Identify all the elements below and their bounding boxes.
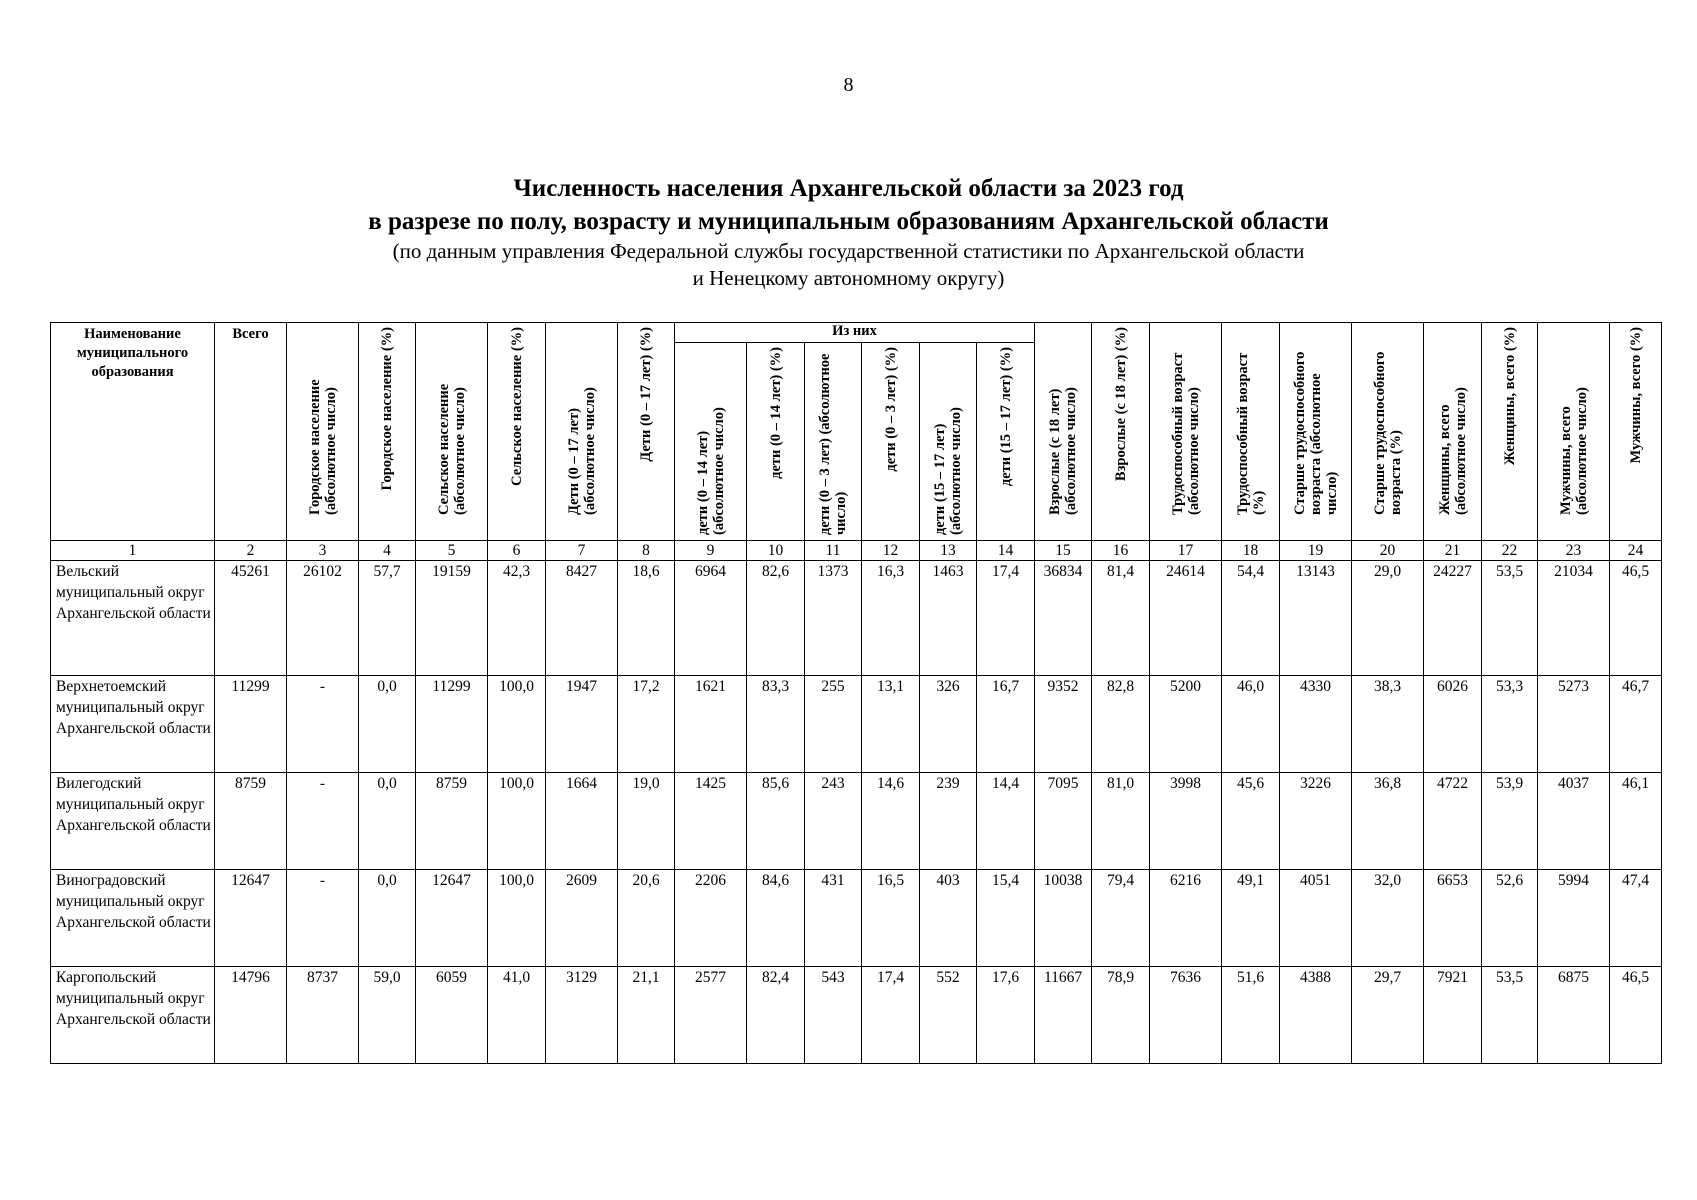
cell-col-12: 13,1 (862, 676, 920, 773)
cell-col-16: 79,4 (1092, 870, 1150, 967)
cell-col-18: 46,0 (1222, 676, 1280, 773)
cell-col-21: 7921 (1424, 967, 1482, 1064)
cell-col-17: 24614 (1150, 561, 1222, 676)
cell-col-2: 14796 (215, 967, 287, 1064)
cell-col-23: 6875 (1538, 967, 1610, 1064)
cell-col-7: 3129 (546, 967, 618, 1064)
cell-col-10: 82,6 (747, 561, 805, 676)
cell-col-13: 552 (920, 967, 977, 1064)
column-number: 8 (618, 541, 675, 561)
column-number: 22 (1482, 541, 1538, 561)
cell-col-5: 8759 (416, 773, 488, 870)
cell-col-23: 5273 (1538, 676, 1610, 773)
column-number: 13 (920, 541, 977, 561)
municipality-name: Вилегодский муниципальный округ Архангельской области (51, 773, 215, 870)
header-col-4 (359, 323, 416, 541)
header-col-20 (1352, 323, 1424, 541)
header-col-12 (862, 343, 920, 541)
cell-col-7: 1664 (546, 773, 618, 870)
column-number: 23 (1538, 541, 1610, 561)
cell-col-18: 45,6 (1222, 773, 1280, 870)
cell-col-13: 326 (920, 676, 977, 773)
header-col-label: Дети (0 – 17 лет) (абсолютное число) (565, 387, 598, 515)
cell-col-14: 17,6 (977, 967, 1035, 1064)
header-col-21 (1424, 323, 1482, 541)
page-number: 8 (843, 74, 854, 96)
cell-col-19: 4388 (1280, 967, 1352, 1064)
table-row (51, 773, 1662, 870)
header-col-label: Дети (0 – 17 лет) (%) (638, 327, 654, 462)
cell-col-14: 17,4 (977, 561, 1035, 676)
header-col-3 (287, 323, 359, 541)
cell-col-19: 4330 (1280, 676, 1352, 773)
cell-col-6: 100,0 (488, 870, 546, 967)
cell-col-15: 9352 (1035, 676, 1092, 773)
header-col-label: Женщины, всего (абсолютное число) (1436, 387, 1469, 515)
header-col-23 (1538, 323, 1610, 541)
table-row (51, 676, 1662, 773)
cell-col-8: 18,6 (618, 561, 675, 676)
cell-col-4: 59,0 (359, 967, 416, 1064)
header-total: Всего (215, 323, 287, 541)
cell-col-17: 3998 (1150, 773, 1222, 870)
cell-col-15: 11667 (1035, 967, 1092, 1064)
population-table (50, 322, 1662, 1064)
cell-col-15: 10038 (1035, 870, 1092, 967)
header-col-label: дети (0 – 3 лет) (абсолютное число) (817, 353, 849, 535)
cell-col-20: 36,8 (1352, 773, 1424, 870)
column-number: 11 (805, 541, 862, 561)
cell-col-3: 8737 (287, 967, 359, 1064)
header-col-11 (805, 343, 862, 541)
cell-col-13: 1463 (920, 561, 977, 676)
column-number: 1 (51, 541, 215, 561)
column-number: 2 (215, 541, 287, 561)
municipality-name: Каргопольский муниципальный округ Архангельской области (51, 967, 215, 1064)
header-col-14 (977, 343, 1035, 541)
cell-col-4: 0,0 (359, 870, 416, 967)
cell-col-10: 82,4 (747, 967, 805, 1064)
header-col-label: Трудоспособный возраст (абсолютное число) (1169, 352, 1202, 515)
cell-col-2: 12647 (215, 870, 287, 967)
cell-col-10: 84,6 (747, 870, 805, 967)
cell-col-12: 16,5 (862, 870, 920, 967)
cell-col-20: 38,3 (1352, 676, 1424, 773)
cell-col-18: 49,1 (1222, 870, 1280, 967)
header-col-15 (1035, 323, 1092, 541)
header-col-label: дети (15 – 17 лет) (абсолютное число) (932, 407, 964, 535)
column-number: 16 (1092, 541, 1150, 561)
cell-col-9: 2577 (675, 967, 747, 1064)
cell-col-9: 6964 (675, 561, 747, 676)
cell-col-12: 17,4 (862, 967, 920, 1064)
cell-col-3: - (287, 676, 359, 773)
cell-col-4: 57,7 (359, 561, 416, 676)
column-number: 10 (747, 541, 805, 561)
cell-col-14: 16,7 (977, 676, 1035, 773)
municipality-name: Виноградовский муниципальный округ Архангельской области (51, 870, 215, 967)
cell-col-22: 53,9 (1482, 773, 1538, 870)
cell-col-22: 53,5 (1482, 967, 1538, 1064)
cell-col-7: 1947 (546, 676, 618, 773)
header-row (51, 323, 1662, 343)
header-col-24 (1610, 323, 1662, 541)
table-row (51, 561, 1662, 676)
column-number: 17 (1150, 541, 1222, 561)
cell-col-19: 13143 (1280, 561, 1352, 676)
cell-col-19: 4051 (1280, 870, 1352, 967)
header-col-label: Старше трудоспособного возраста (%) (1371, 351, 1404, 515)
header-col-16 (1092, 323, 1150, 541)
cell-col-2: 11299 (215, 676, 287, 773)
header-col-13 (920, 343, 977, 541)
cell-col-16: 81,4 (1092, 561, 1150, 676)
cell-col-24: 46,5 (1610, 967, 1662, 1064)
column-number: 18 (1222, 541, 1280, 561)
cell-col-12: 16,3 (862, 561, 920, 676)
cell-col-3: 26102 (287, 561, 359, 676)
cell-col-13: 403 (920, 870, 977, 967)
header-col-label: Мужчины, всего (абсолютное число) (1557, 387, 1590, 515)
cell-col-16: 82,8 (1092, 676, 1150, 773)
column-number: 7 (546, 541, 618, 561)
cell-col-12: 14,6 (862, 773, 920, 870)
cell-col-9: 1425 (675, 773, 747, 870)
cell-col-8: 20,6 (618, 870, 675, 967)
cell-col-14: 15,4 (977, 870, 1035, 967)
cell-col-20: 29,7 (1352, 967, 1424, 1064)
header-col-17 (1150, 323, 1222, 541)
cell-col-5: 12647 (416, 870, 488, 967)
header-col-10 (747, 343, 805, 541)
cell-col-22: 53,5 (1482, 561, 1538, 676)
cell-col-10: 83,3 (747, 676, 805, 773)
cell-col-23: 5994 (1538, 870, 1610, 967)
header-col-label: Старше трудоспособного возраста (абсолютное число) (1291, 351, 1340, 515)
header-col-label: Сельское население (абсолютное число) (435, 383, 468, 515)
cell-col-17: 7636 (1150, 967, 1222, 1064)
column-number: 5 (416, 541, 488, 561)
column-number-row (51, 541, 1662, 561)
cell-col-20: 29,0 (1352, 561, 1424, 676)
cell-col-4: 0,0 (359, 676, 416, 773)
header-col-7 (546, 323, 618, 541)
cell-col-6: 100,0 (488, 676, 546, 773)
column-number: 4 (359, 541, 416, 561)
cell-col-24: 46,1 (1610, 773, 1662, 870)
cell-col-22: 53,3 (1482, 676, 1538, 773)
column-number: 12 (862, 541, 920, 561)
cell-col-15: 36834 (1035, 561, 1092, 676)
cell-col-24: 47,4 (1610, 870, 1662, 967)
cell-col-17: 6216 (1150, 870, 1222, 967)
cell-col-9: 1621 (675, 676, 747, 773)
cell-col-5: 6059 (416, 967, 488, 1064)
column-number: 9 (675, 541, 747, 561)
cell-col-4: 0,0 (359, 773, 416, 870)
header-col-label: Взрослые (с 18 лет) (%) (1112, 327, 1129, 482)
header-col-label: дети (15 – 17 лет) (%) (997, 347, 1014, 487)
municipality-name: Верхнетоемский муниципальный округ Архангельской области (51, 676, 215, 773)
column-number: 24 (1610, 541, 1662, 561)
header-col-22 (1482, 323, 1538, 541)
header-col-label: Взрослые (с 18 лет) (абсолютное число) (1047, 387, 1080, 515)
cell-col-6: 100,0 (488, 773, 546, 870)
cell-col-6: 42,3 (488, 561, 546, 676)
cell-col-16: 78,9 (1092, 967, 1150, 1064)
cell-col-8: 21,1 (618, 967, 675, 1064)
cell-col-5: 11299 (416, 676, 488, 773)
cell-col-6: 41,0 (488, 967, 546, 1064)
cell-col-21: 24227 (1424, 561, 1482, 676)
header-col-19 (1280, 323, 1352, 541)
table-row (51, 870, 1662, 967)
cell-col-17: 5200 (1150, 676, 1222, 773)
header-col-18 (1222, 323, 1280, 541)
header-col-label: дети (0 – 14 лет) (абсолютное число) (694, 407, 727, 535)
cell-col-21: 6026 (1424, 676, 1482, 773)
table-row (51, 967, 1662, 1064)
header-col-8 (618, 323, 675, 541)
header-col-label: Городское население (абсолютное число) (306, 379, 339, 515)
cell-col-23: 4037 (1538, 773, 1610, 870)
cell-col-3: - (287, 773, 359, 870)
cell-col-18: 54,4 (1222, 561, 1280, 676)
cell-col-20: 32,0 (1352, 870, 1424, 967)
header-col-label: Сельское население (%) (508, 327, 525, 486)
cell-col-3: - (287, 870, 359, 967)
title-block (0, 172, 1697, 292)
cell-col-11: 543 (805, 967, 862, 1064)
column-number: 21 (1424, 541, 1482, 561)
cell-col-2: 45261 (215, 561, 287, 676)
cell-col-11: 255 (805, 676, 862, 773)
header-col-label: Трудоспособный возраст (%) (1234, 352, 1267, 515)
header-municipality: Наименование муниципального образования (51, 323, 215, 541)
cell-col-21: 4722 (1424, 773, 1482, 870)
cell-col-11: 1373 (805, 561, 862, 676)
cell-col-16: 81,0 (1092, 773, 1150, 870)
header-col-label: дети (0 – 3 лет) (%) (882, 347, 899, 472)
cell-col-23: 21034 (1538, 561, 1610, 676)
header-col-label: Городское население (%) (379, 327, 395, 491)
header-col-6 (488, 323, 546, 541)
cell-col-8: 17,2 (618, 676, 675, 773)
cell-col-9: 2206 (675, 870, 747, 967)
cell-col-5: 19159 (416, 561, 488, 676)
cell-col-13: 239 (920, 773, 977, 870)
cell-col-14: 14,4 (977, 773, 1035, 870)
column-number: 3 (287, 541, 359, 561)
header-col-label: Женщины, всего (%) (1501, 327, 1518, 466)
cell-col-7: 2609 (546, 870, 618, 967)
column-number: 14 (977, 541, 1035, 561)
cell-col-10: 85,6 (747, 773, 805, 870)
cell-col-11: 243 (805, 773, 862, 870)
cell-col-2: 8759 (215, 773, 287, 870)
document-subtitle-line2: и Ненецкому автономному округу) (692, 266, 1005, 290)
header-col-9 (675, 343, 747, 541)
document-title-line2: в разрезе по полу, возрасту и муниципальным образованиям Архангельской области (368, 208, 1329, 235)
cell-col-7: 8427 (546, 561, 618, 676)
cell-col-11: 431 (805, 870, 862, 967)
cell-col-22: 52,6 (1482, 870, 1538, 967)
cell-col-18: 51,6 (1222, 967, 1280, 1064)
column-number: 20 (1352, 541, 1424, 561)
column-number: 6 (488, 541, 546, 561)
header-col-label: Мужчины, всего (%) (1627, 327, 1644, 464)
column-number: 19 (1280, 541, 1352, 561)
cell-col-24: 46,7 (1610, 676, 1662, 773)
cell-col-24: 46,5 (1610, 561, 1662, 676)
document-subtitle-line1: (по данным управления Федеральной службы государственной статистики по Архангельской области (392, 239, 1305, 263)
municipality-name: Вельский муниципальный округ Архангельской области (51, 561, 215, 676)
cell-col-21: 6653 (1424, 870, 1482, 967)
document-title-line1: Численность населения Архангельской области за 2023 год (513, 175, 1184, 202)
header-group-of-them: Из них (675, 323, 1035, 343)
cell-col-19: 3226 (1280, 773, 1352, 870)
header-col-label: дети (0 – 14 лет) (%) (767, 347, 784, 479)
column-number: 15 (1035, 541, 1092, 561)
cell-col-15: 7095 (1035, 773, 1092, 870)
cell-col-8: 19,0 (618, 773, 675, 870)
header-col-5 (416, 323, 488, 541)
